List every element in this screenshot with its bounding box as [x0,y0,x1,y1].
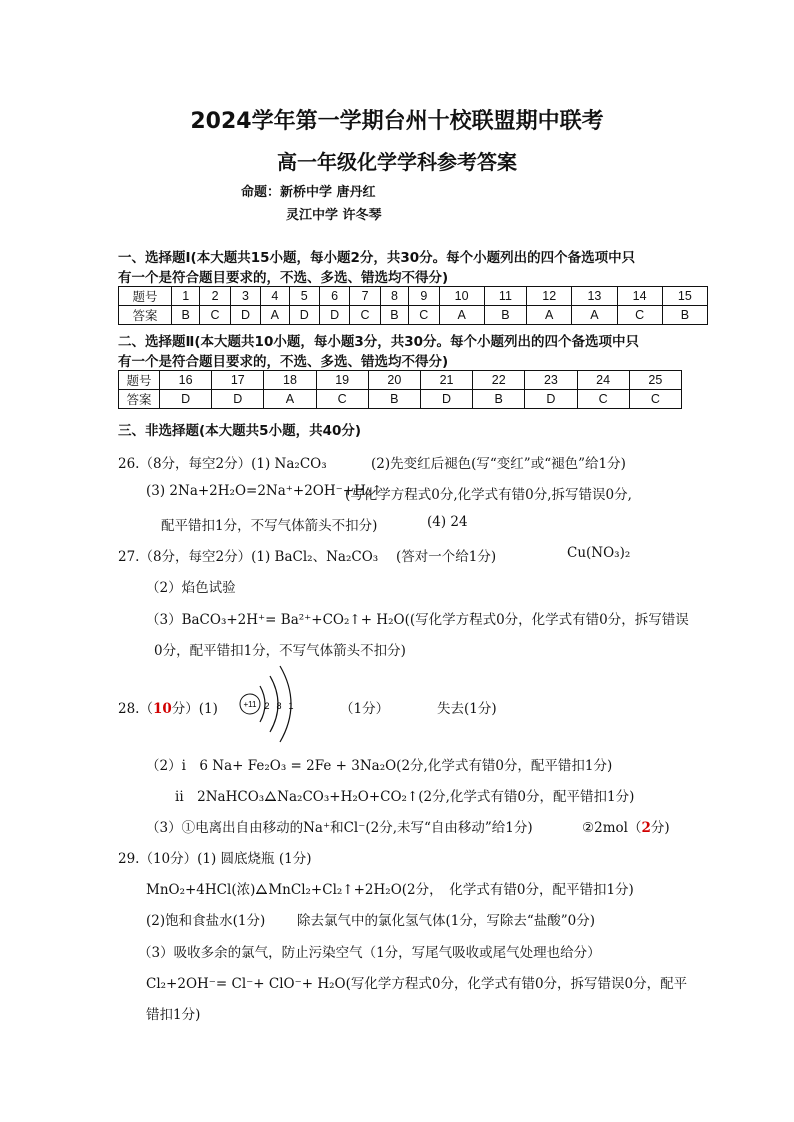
q26-equation-note: (写化学方程式0分,化学式有错0分,拆写错误0分, [345,487,632,503]
question-number-cell: 16 [160,371,212,390]
q27-line4: 0分，配平错扣1分，不写气体箭头不扣分) [154,643,406,659]
q26-line3-a: 配平错扣1分，不写气体箭头不扣分) [161,518,378,534]
section2-answer-table [118,370,682,409]
section2-heading-line1: 二、选择题Ⅱ(本大题共10小题，每小题3分，共30分。每个小题列出的四个备选项中只 [118,334,640,350]
answer-cell: B [380,306,408,325]
row-label-answer: 答案 [119,306,172,325]
section2-heading-line2: 有一个是符合题目要求的，不选、多选、错选均不得分) [118,354,449,370]
answer-cell: D [420,390,472,409]
q28-line4-a: （3）①电离出自由移动的Na⁺和Cl⁻(2分,未写“自由移动”给1分) [146,820,533,836]
heat-triangle-icon [264,789,277,805]
q28-line4-second [582,816,670,836]
q29-line2-reactants: MnO₂+4HCl(浓) [146,882,256,898]
section1-answer-table [118,286,708,325]
page-title: 2024学年第一学期台州十校联盟期中联考 [190,109,604,134]
q27-line3: （3）BaCO₃+2H⁺= Ba²⁺+CO₂↑+ H₂O((写化学方程式0分，化学式有错0分，拆写错误 [146,612,689,628]
section1-heading-line2: 有一个是符合题目要求的，不选、多选、错选均不得分) [118,270,449,286]
question-number-cell: 3 [230,287,260,306]
q28-line3 [175,785,634,805]
question-number-cell: 9 [409,287,439,306]
q27-line1-b: (答对一个给1分) [396,549,497,565]
q28-prefix: 28.（ [118,701,153,717]
q29-line5: Cl₂+2OH⁻= Cl⁻+ ClO⁻+ H₂O(写化学方程式0分，化学式有错0分，拆写错误0分，配平 [146,976,688,992]
question-number-cell: 17 [212,371,264,390]
answer-cell: A [527,306,572,325]
shell-3-electrons: 1 [288,701,294,711]
answer-cell: D [230,306,260,325]
question-number-cell: 20 [368,371,420,390]
question-number-cell: 6 [319,287,349,306]
author-line-2: 灵江中学 许冬琴 [286,208,382,223]
q29-line3-b: 除去氯气中的氯化氢气体(1分，写除去“盐酸”0分) [297,913,596,929]
answer-cell: B [473,390,525,409]
row-label-question: 题号 [119,287,172,306]
question-number-cell: 7 [350,287,380,306]
answer-cell: C [350,306,380,325]
q28-line4-red: 2 [641,820,651,836]
section1-heading-line1: 一、选择题Ⅰ(本大题共15小题，每小题2分，共30分。每个小题列出的四个备选项中只 [118,250,636,266]
question-number-cell: 25 [629,371,681,390]
q27-line2: （2）焰色试验 [146,580,236,596]
q26-line1-a: 26.（8分，每空2分）(1) Na₂CO₃ [118,456,327,472]
q28-line2: （2）i 6 Na+ Fe₂O₃ = 2Fe + 3Na₂O(2分,化学式有错0分，配平错扣1分) [146,758,613,774]
triangle-symbol-icon [265,791,276,801]
question-number-cell: 24 [577,371,629,390]
q29-line2-products: MnCl₂+Cl₂↑+2H₂O(2分， 化学式有错0分，配平错扣1分) [268,882,634,898]
q28-line3-products: Na₂CO₃+H₂O+CO₂↑(2分,化学式有错0分，配平错扣1分) [277,789,635,805]
q28-score1: （1分） [340,701,390,717]
answer-cell: D [289,306,319,325]
q28-score-highlight: 10 [152,701,172,717]
table-row-answers [119,390,682,409]
question-number-cell: 10 [439,287,484,306]
table-row-questions [119,287,708,306]
q27-line1-a: 27.（8分，每空2分）(1) BaCl₂、Na₂CO₃ [118,549,379,565]
question-number-cell: 15 [662,287,707,306]
row-label-question: 题号 [119,371,160,390]
q26-line1-b: (2)先变红后褪色(写“变红”或“褪色”给1分) [371,456,626,472]
q29-line4: （3）吸收多余的氯气，防止污染空气（1分，写尾气吸收或尾气处理也给分） [138,945,601,961]
shell-2-electrons: 8 [276,701,282,711]
answer-cell: B [172,306,200,325]
q29-line1: 29.（10分）(1) 圆底烧瓶 (1分) [118,851,312,867]
answer-cell: D [525,390,577,409]
shell-1-electrons: 2 [264,701,270,711]
question-number-cell: 19 [316,371,368,390]
answer-cell: C [200,306,230,325]
answer-cell: C [577,390,629,409]
table-row-answers [119,306,708,325]
answer-cell: D [212,390,264,409]
answer-cell: A [264,390,316,409]
answer-cell: B [368,390,420,409]
section3-heading: 三、非选择题(本大题共5小题，共40分) [118,423,362,439]
answer-cell: A [439,306,484,325]
q29-line6: 错扣1分) [146,1007,201,1023]
answer-cell: C [316,390,368,409]
question-number-cell: 13 [572,287,617,306]
answer-cell: D [319,306,349,325]
question-number-cell: 1 [172,287,200,306]
answer-cell: C [617,306,662,325]
question-number-cell: 18 [264,371,316,390]
q26-line3-b: (4) 24 [427,514,468,530]
q27-line1-c: Cu(NO₃)₂ [567,545,631,561]
question-number-cell: 11 [484,287,526,306]
nucleus-charge: +11 [243,700,257,709]
answer-cell: C [409,306,439,325]
q28-line3-reactant: ii 2NaHCO₃ [175,789,265,805]
answer-cell: A [261,306,289,325]
answer-cell: B [484,306,526,325]
q29-line2 [146,878,634,898]
q28-lose-electron: 失去(1分) [437,701,497,717]
q28-line4-c: 分) [650,820,670,836]
question-number-cell: 2 [200,287,230,306]
q26-equation: (3) 2Na+2H₂O=2Na⁺+2OH⁻+H₂↑ [146,483,383,499]
question-number-cell: 5 [289,287,319,306]
row-label-answer: 答案 [119,390,160,409]
question-number-cell: 23 [525,371,577,390]
heat-triangle-icon [255,882,268,898]
question-number-cell: 22 [473,371,525,390]
table-row-questions [119,371,682,390]
question-number-cell: 14 [617,287,662,306]
answer-cell: B [662,306,707,325]
author-line-1: 命题：新桥中学 唐丹红 [241,185,376,200]
q29-line3-a: (2)饱和食盐水(1分) [146,913,266,929]
question-number-cell: 21 [420,371,472,390]
page-subtitle: 高一年级化学学科参考答案 [277,150,517,174]
question-number-cell: 4 [261,287,289,306]
triangle-symbol-icon [256,884,267,894]
q28-suffix: 分）(1) [171,701,218,717]
q28-line4-b: ②2mol（ [582,820,642,836]
answer-cell: D [160,390,212,409]
answer-cell: A [572,306,617,325]
question-number-cell: 12 [527,287,572,306]
q28-line1 [118,697,218,717]
question-number-cell: 8 [380,287,408,306]
sodium-atom-structure-diagram [236,664,310,744]
answer-cell: C [629,390,681,409]
